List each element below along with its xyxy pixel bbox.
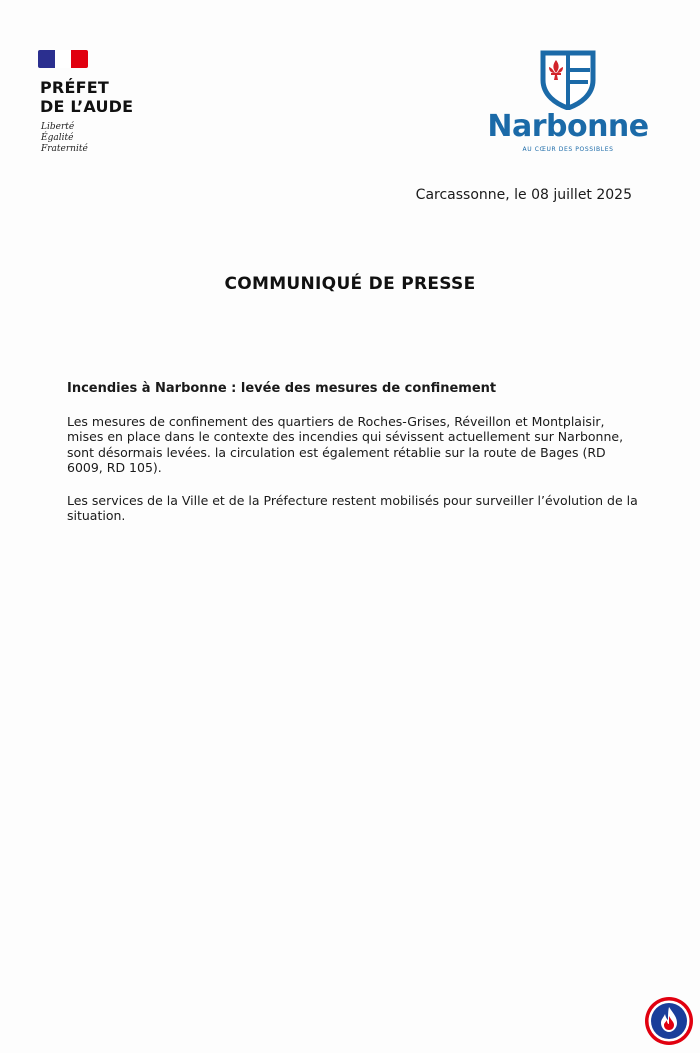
- narbonne-name: Narbonne: [487, 109, 649, 144]
- narbonne-logo: [478, 50, 658, 153]
- french-flag-icon: [38, 50, 88, 68]
- narbonne-tagline: AU CŒUR DES POSSIBLES: [522, 146, 614, 153]
- page-title: COMMUNIQUÉ DE PRESSE: [224, 274, 476, 294]
- republic-motto: [41, 122, 148, 155]
- paragraph-confinement: Les mesures de confinement des quartiers de Roches-Grises, Réveillon et Montplaisir, mises en place dans le contexte des incendies qui sévissent actuellement sur Narbonne, sont désormais levées. la circulation est également rétablie sur la route de Bages (RD 6009, RD 105).: [67, 413, 624, 475]
- flame-badge-icon[interactable]: [644, 996, 694, 1046]
- press-release-body: [67, 381, 642, 541]
- prefet-logo: [38, 50, 148, 155]
- date-line: Carcassonne, le 08 juillet 2025: [415, 187, 632, 203]
- narbonne-shield-icon: [540, 50, 596, 110]
- motto-egalite: Égalité: [41, 133, 74, 143]
- prefet-title-line1: PRÉFET: [40, 78, 109, 97]
- press-release-subtitle: Incendies à Narbonne : levée des mesures de confinement: [67, 381, 497, 396]
- prefet-title: [40, 78, 148, 116]
- motto-liberte: Liberté: [41, 122, 75, 132]
- paragraph-services: Les services de la Ville et de la Préfecture restent mobilisés pour surveiller l’évolution de la situation.: [67, 492, 638, 523]
- prefet-title-line2: DE L’AUDE: [40, 97, 134, 116]
- motto-fraternite: Fraternité: [41, 144, 88, 154]
